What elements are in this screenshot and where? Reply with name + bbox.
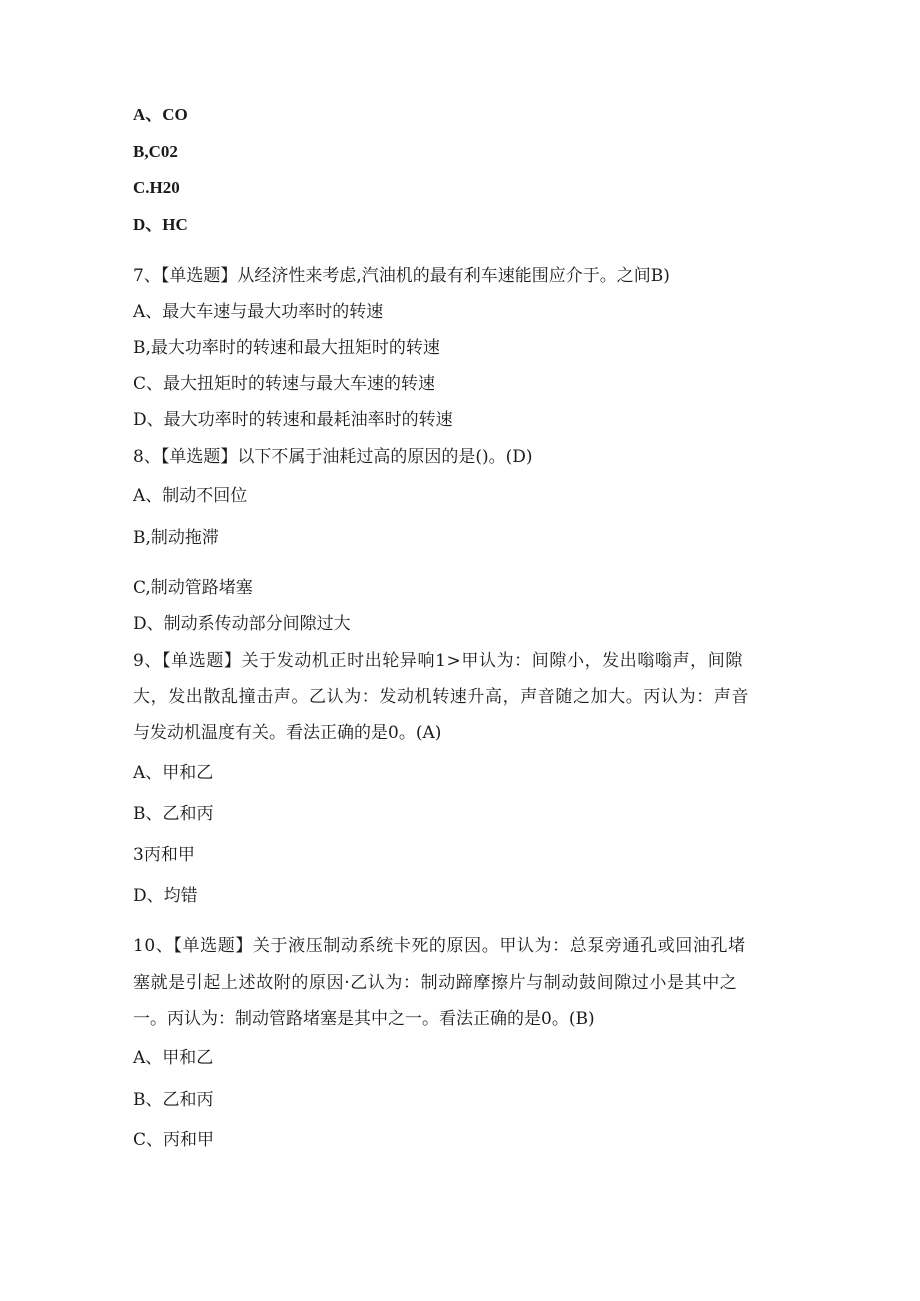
q6-option-b: B,C02 <box>133 142 178 161</box>
q10-option-a: A、甲和乙 <box>133 1048 214 1068</box>
q8-option-b: B,制动拖滞 <box>133 528 219 548</box>
q9-option-c: 3丙和甲 <box>133 845 195 865</box>
q6-option-a: A、CO <box>133 105 188 124</box>
q7-option-c: C、最大扭矩时的转速与最大车速的转速 <box>133 374 436 394</box>
q7-option-d: D、最大功率时的转速和最耗油率时的转速 <box>133 410 453 430</box>
q8-option-a: A、制动不回位 <box>133 486 248 506</box>
q6-option-d: D、HC <box>133 215 188 234</box>
q10-option-c: C、丙和甲 <box>133 1130 215 1150</box>
q7-stem: 7、【单选题】从经济性来考虑,汽油机的最有利车速能围应介于。之间B) <box>133 266 670 286</box>
q6-option-c: C.H20 <box>133 178 180 197</box>
q10-stem-line2: 塞就是引起上述故附的原因·乙认为：制动蹄摩擦片与制动鼓间隙过小是其中之 <box>133 973 738 993</box>
q9-stem-line2: 大，发出散乱撞击声。乙认为：发动机转速升高，声音随之加大。丙认为：声音 <box>133 687 749 707</box>
q9-stem-line1: 9、【单选题】关于发动机正时出轮异响1>甲认为：间隙小，发出嗡嗡声，间隙 <box>133 651 743 671</box>
q8-option-c: C,制动管路堵塞 <box>133 578 253 598</box>
q9-stem-line3: 与发动机温度有关。看法正确的是0。(A) <box>133 723 442 743</box>
q10-option-b: B、乙和丙 <box>133 1090 214 1110</box>
q8-stem: 8、【单选题】以下不属于油耗过高的原因的是()。(D) <box>133 447 533 467</box>
q7-option-b: B,最大功率时的转速和最大扭矩时的转速 <box>133 338 440 358</box>
q9-option-a: A、甲和乙 <box>133 763 214 783</box>
q9-option-d: D、均错 <box>133 886 198 906</box>
q10-stem-line3: 一。丙认为：制动管路堵塞是其中之一。看法正确的是0。(B) <box>133 1009 595 1029</box>
q7-option-a: A、最大车速与最大功率时的转速 <box>133 302 384 322</box>
q10-stem-line1: 10、【单选题】关于液压制动系统卡死的原因。甲认为：总泵旁通孔或回油孔堵 <box>133 936 746 956</box>
q8-option-d: D、制动系传动部分间隙过大 <box>133 614 351 634</box>
q9-option-b: B、乙和丙 <box>133 804 214 824</box>
